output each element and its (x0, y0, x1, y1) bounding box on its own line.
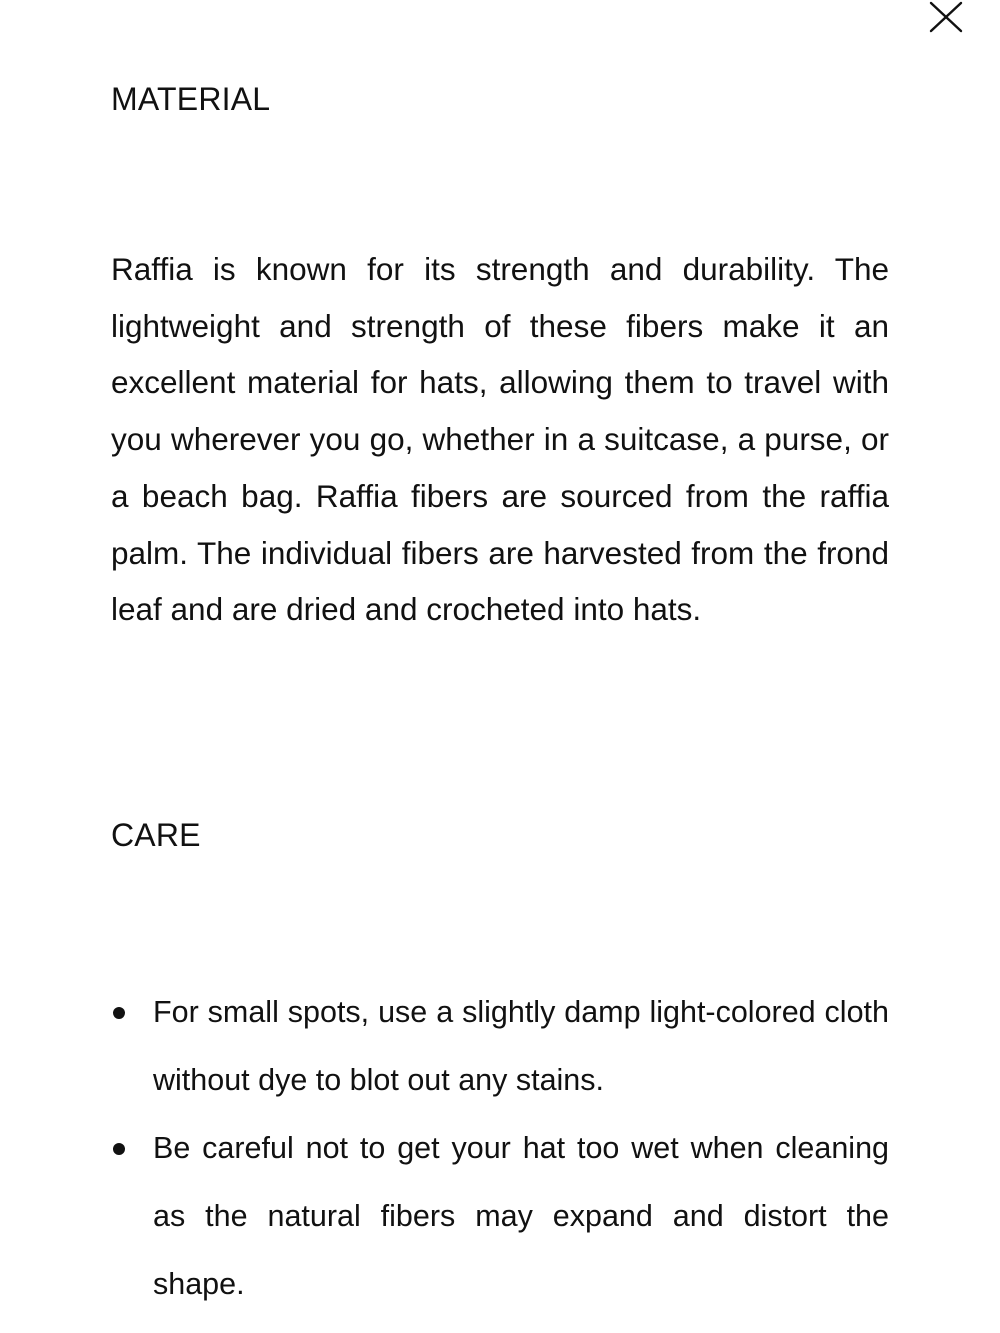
close-icon (926, 0, 966, 34)
bullet-icon (113, 1007, 125, 1019)
material-heading: MATERIAL (111, 81, 271, 117)
care-heading: CARE (111, 817, 201, 853)
material-description: Raffia is known for its strength and durability. The lightweight and strength of these fibers make it an excellent material for hats, allowing them to travel with you wherever you go, whether in a suitcase, a purse, or a beach bag. Raffia fibers are sourced from the raffia palm. The individual fibers are harvested from the frond leaf and are dried and crocheted into hats. (111, 251, 889, 628)
care-item-text: Be careful not to get your hat too wet when cleaning as the natural fibers may expand and distort the shape. (153, 1131, 889, 1301)
list-item (111, 978, 889, 1114)
list-item (111, 1114, 889, 1318)
bullet-icon (113, 1143, 125, 1155)
close-button[interactable] (926, 0, 966, 34)
care-item-text: For small spots, use a slightly damp light-colored cloth without dye to blot out any stains. (153, 995, 889, 1097)
care-list (111, 978, 889, 1318)
